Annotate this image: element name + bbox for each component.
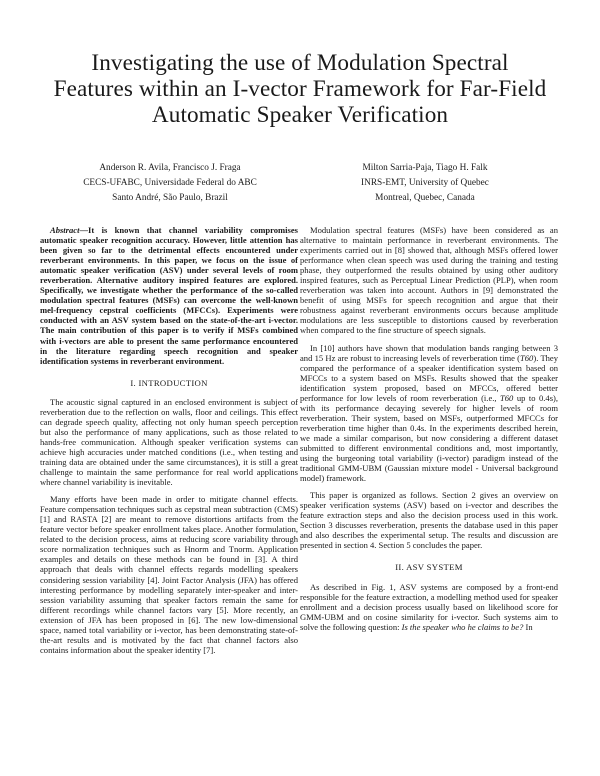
para4-part-a: In [10] authors have shown that modulation bands ranging between 3 and 15 Hz are robust to increasing levels of reverberation time ( xyxy=(300,342,558,363)
section-heading-introduction: I. INTRODUCTION xyxy=(130,377,208,388)
para4-part-c: up to 0.4s), with its performance decaying severely for higher levels of room reverberation. Their system, based on MSFs, outperformed MFCCs for reverberation time higher than 0.4s. In the experiments described herein, we made a similar comparison, but now considering a different dataset submitted to different environmental conditions and, most importantly, using the burgeoning total variability (i-vector) paradigm instead of the traditional GMM-UBM (Gaussian mixture model - Universal background model) framework. xyxy=(300,392,558,484)
left-column xyxy=(40,225,298,662)
author-location-left: Santo André, São Paulo, Brazil xyxy=(112,193,228,203)
author-affiliation-right: INRS-EMT, University of Quebec xyxy=(361,178,489,188)
paper-title xyxy=(40,50,560,128)
title-line-1: Investigating the use of Modulation Spectral xyxy=(91,50,509,76)
author-names-left: Anderson R. Avila, Francisco J. Fraga xyxy=(99,163,241,173)
author-block-right xyxy=(295,161,555,206)
abstract xyxy=(40,225,298,366)
intro-paragraph-4 xyxy=(300,343,558,484)
author-affiliation-left: CECS-UFABC, Universidade Federal do ABC xyxy=(83,178,257,188)
para4-part-b: ). They compared the performance of a speaker identification system based on MFCCs to a system based on MSFs. Results showed that the speaker identification system proposed, based on MFCCs, offered better performance for low levels of room reverberation (i.e., xyxy=(300,352,559,403)
title-line-3: Automatic Speaker Verification xyxy=(151,102,449,128)
asv-question: Is the speaker who he claims to be? xyxy=(401,621,524,632)
asv-paragraph-1 xyxy=(300,582,558,632)
t60-symbol: T60 xyxy=(520,352,534,363)
author-block-left xyxy=(40,161,300,206)
intro-paragraph-3: Modulation spectral features (MSFs) have been considered as an alternative to maintain performance in reverberant environments. The experiments carried out in [8] showed that, although MSFs offered lower performance when clean speech was used during the training and testing phase, they outperformed the results obtained by using other auditory inspired features, such as Perceptual Linear Prediction (PLP), when room reverberation was taken into account. Authors in [9] demonstrated the benefit of using MSFs for speech recognition and argue that their robustness against reverberant environments occurs because amplitude modulations are less susceptible to distortions caused by reverberation when compared to the fine structure of speech signals. xyxy=(300,225,558,336)
right-column xyxy=(300,225,558,639)
author-names-right: Milton Sarria-Paja, Tiago H. Falk xyxy=(362,163,488,173)
asv-part-a: As described in Fig. 1, ASV systems are composed by a front-end responsible for the feature extraction, a modelling method used for speaker enrollment and a decision process usually based on likelihood score for GMM-UBM and on cosine similarity for i-vector. Such systems aim to solve the following question: xyxy=(300,581,558,632)
intro-paragraph-5: This paper is organized as follows. Section 2 gives an overview on speaker verification systems (ASV) based on i-vector and describes the feature extraction steps and also the decision process used in this work. Section 3 discusses reverberation, presents the database used in this paper and also describes the experimental setup. The results and discussion are presented in section 4. Section 5 concludes the paper. xyxy=(300,490,558,551)
intro-paragraph-2: Many efforts have been made in order to mitigate channel effects. Feature compensation techniques such as cepstral mean subtraction (CMS) [1] and RASTA [2] are meant to remove distortions artifacts from the feature vector before speaker enrollment takes place. Another formulation, related to the decision process, aims at reducing score variability through score normalization techniques such as Hnorm and Tnorm. Application examples and details on these methods can be found in [3]. A third approach that deals with channel effects regards modelling speakers considering session variability [4]. Joint Factor Analysis (JFA) has offered interesting performance by modelling separately inter-speaker and inter-session variability assuming that speaker factors remain the same for different recordings while channel factors vary [5]. More recently, an extension of JFA has been proposed in [6]. The new low-dimensional space, named total variability or i-vector, has been demonstrating state-of-the-art results and is motivated by the fact that channel factors also contains information about the speaker identity [7]. xyxy=(40,494,298,655)
t60-symbol-2: T60 xyxy=(500,392,514,403)
intro-paragraph-1: The acoustic signal captured in an enclosed environment is subject of reverberation due to the reflection on walls, floor and ceilings. This effect can degrade speech quality, affecting not only human speech perception but also the performance of many applications, such as those related to hands-free communication. Although speaker verification systems can achieve high accuracies under matched conditions (i.e., when testing and training data are obtained under the same circumstances), it is still a great challenge to maintain the same performance for real world applications where channel variability is inevitable. xyxy=(40,396,298,488)
section-heading-asv-system: II. ASV SYSTEM xyxy=(395,562,463,573)
title-line-2: Features within an I-vector Framework for Far-Field xyxy=(53,76,547,102)
author-location-right: Montreal, Quebec, Canada xyxy=(375,193,475,203)
abstract-label: Abstract xyxy=(50,225,80,235)
abstract-text: —It is known that channel variability compromises automatic speaker recognition accuracy. However, little attention has been given so far to the detrimental effects encountered under reverberant environments. In this paper, we focus on the issue of automatic speaker verification (ASV) under several levels of room reverberation. Alternative auditory inspired features are explored. Specifically, we investigate whether the performance of the so-called modulation spectral features (MSFs) can overcome the well-known mel-frequency cepstral coefficients (MFCCs). Experiments were conducted with an ASV system based on the state-of-the-art i-vector. The main contribution of this paper is to verify if MSFs combined with i-vectors are able to present the same performance encountered in the literature regarding speech recognition and speaker identification systems in reverberant environment. xyxy=(40,225,298,366)
asv-part-b: In xyxy=(523,621,533,632)
